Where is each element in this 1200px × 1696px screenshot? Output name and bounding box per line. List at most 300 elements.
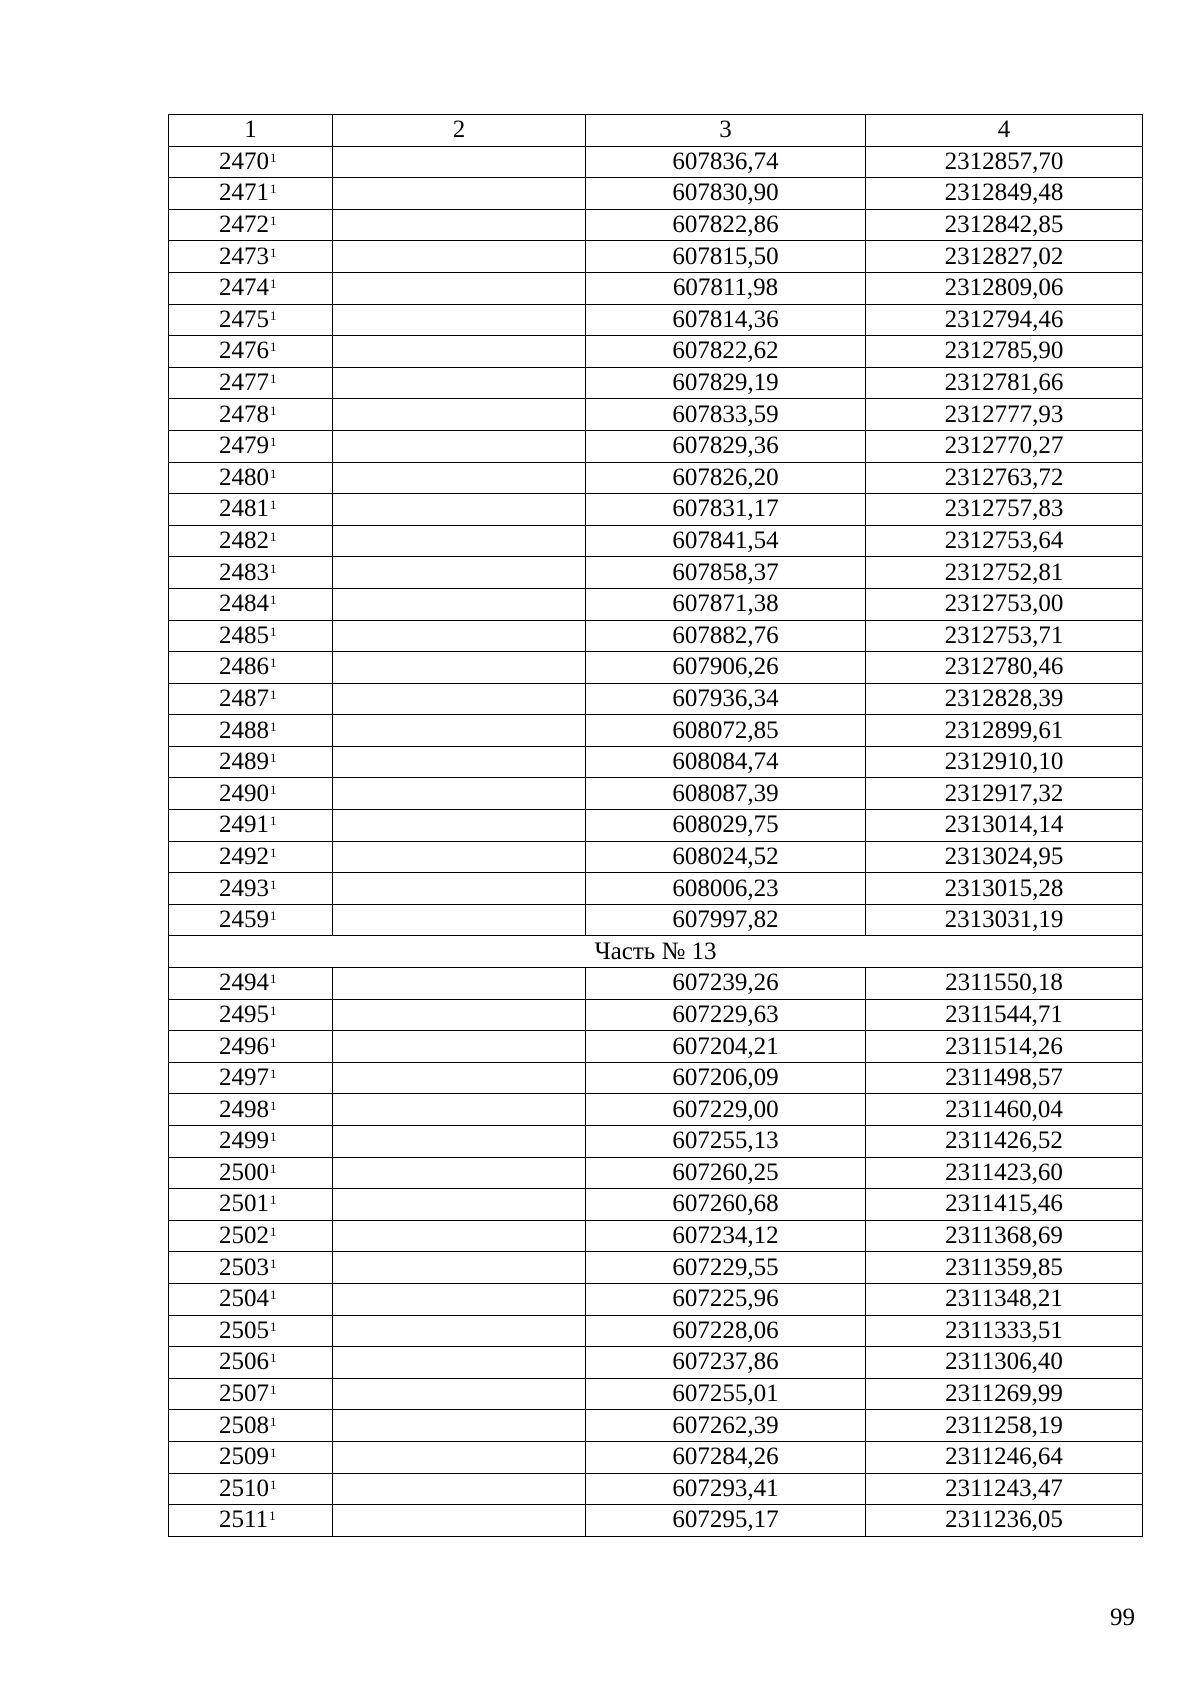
x-coordinate-cell: 607284,26 xyxy=(586,1441,866,1473)
point-number-cell xyxy=(169,873,333,905)
point-number-superscript: 1 xyxy=(270,339,277,355)
y-coordinate-cell: 2311246,64 xyxy=(866,1441,1143,1473)
name-cell xyxy=(333,810,586,842)
table-row xyxy=(169,1220,1143,1252)
point-number-cell xyxy=(169,525,333,557)
y-coordinate-cell: 2311498,57 xyxy=(866,1062,1143,1094)
x-coordinate-cell: 608072,85 xyxy=(586,715,866,747)
x-coordinate-cell: 607234,12 xyxy=(586,1220,866,1252)
point-number-cell xyxy=(169,1031,333,1063)
point-number-superscript: 1 xyxy=(270,908,277,924)
point-number-cell xyxy=(169,746,333,778)
table-row xyxy=(169,272,1143,304)
point-number-superscript: 1 xyxy=(270,402,277,418)
name-cell xyxy=(333,525,586,557)
y-coordinate-cell: 2312753,00 xyxy=(866,588,1143,620)
header-cell-3: 3 xyxy=(586,115,866,147)
x-coordinate-cell: 607260,68 xyxy=(586,1189,866,1221)
point-number-cell xyxy=(169,1283,333,1315)
point-number-cell xyxy=(169,904,333,936)
table-row xyxy=(169,1283,1143,1315)
table-row xyxy=(169,1441,1143,1473)
name-cell xyxy=(333,1252,586,1284)
point-number: 2489 xyxy=(219,748,269,776)
point-number-superscript: 1 xyxy=(270,781,277,797)
x-coordinate-cell: 607871,38 xyxy=(586,588,866,620)
point-number: 2479 xyxy=(219,432,269,460)
point-number-cell xyxy=(169,715,333,747)
table-row xyxy=(169,778,1143,810)
point-number-superscript: 1 xyxy=(270,529,277,545)
point-number-cell xyxy=(169,304,333,336)
name-cell xyxy=(333,1505,586,1537)
name-cell xyxy=(333,588,586,620)
section-title: Часть № 13 xyxy=(169,936,1143,968)
name-cell xyxy=(333,209,586,241)
y-coordinate-cell: 2311544,71 xyxy=(866,999,1143,1031)
x-coordinate-cell: 607826,20 xyxy=(586,462,866,494)
name-cell xyxy=(333,1378,586,1410)
point-number-cell xyxy=(169,1220,333,1252)
y-coordinate-cell: 2313031,19 xyxy=(866,904,1143,936)
table-row xyxy=(169,367,1143,399)
point-number-superscript: 1 xyxy=(270,1287,277,1303)
name-cell xyxy=(333,683,586,715)
name-cell xyxy=(333,272,586,304)
point-number: 2487 xyxy=(219,684,269,712)
point-number-cell xyxy=(169,1378,333,1410)
point-number-cell xyxy=(169,399,333,431)
table-row xyxy=(169,1505,1143,1537)
point-number-superscript: 1 xyxy=(270,813,277,829)
point-number: 2478 xyxy=(219,400,269,428)
table-row xyxy=(169,494,1143,526)
x-coordinate-cell: 607255,13 xyxy=(586,1126,866,1158)
table-row xyxy=(169,683,1143,715)
table-row xyxy=(169,399,1143,431)
point-number: 2497 xyxy=(219,1064,269,1092)
point-number-superscript: 1 xyxy=(270,1224,277,1240)
point-number-cell xyxy=(169,209,333,241)
y-coordinate-cell: 2312857,70 xyxy=(866,146,1143,178)
y-coordinate-cell: 2311550,18 xyxy=(866,968,1143,1000)
point-number-superscript: 1 xyxy=(270,465,277,481)
y-coordinate-cell: 2312753,64 xyxy=(866,525,1143,557)
table-row xyxy=(169,746,1143,778)
x-coordinate-cell: 607815,50 xyxy=(586,241,866,273)
point-number-cell xyxy=(169,336,333,368)
x-coordinate-cell: 607831,17 xyxy=(586,494,866,526)
x-coordinate-cell: 607906,26 xyxy=(586,652,866,684)
table-row xyxy=(169,1252,1143,1284)
point-number-superscript: 1 xyxy=(270,1350,277,1366)
table-row xyxy=(169,1473,1143,1505)
point-number: 2470 xyxy=(219,147,269,175)
table-row xyxy=(169,1189,1143,1221)
y-coordinate-cell: 2311415,46 xyxy=(866,1189,1143,1221)
point-number: 2509 xyxy=(219,1443,269,1471)
name-cell xyxy=(333,1473,586,1505)
point-number: 2488 xyxy=(219,716,269,744)
y-coordinate-cell: 2312777,93 xyxy=(866,399,1143,431)
point-number-cell xyxy=(169,588,333,620)
point-number: 2495 xyxy=(219,1000,269,1028)
table-row xyxy=(169,1347,1143,1379)
name-cell xyxy=(333,336,586,368)
point-number: 2502 xyxy=(219,1222,269,1250)
x-coordinate-cell: 607829,36 xyxy=(586,430,866,462)
table-row xyxy=(169,1378,1143,1410)
table-row xyxy=(169,304,1143,336)
point-number: 2496 xyxy=(219,1032,269,1060)
y-coordinate-cell: 2312917,32 xyxy=(866,778,1143,810)
name-cell xyxy=(333,1062,586,1094)
point-number-superscript: 1 xyxy=(270,1002,277,1018)
table-row xyxy=(169,146,1143,178)
point-number-superscript: 1 xyxy=(269,1508,276,1524)
coordinates-table xyxy=(168,114,1143,1537)
point-number: 2500 xyxy=(219,1158,269,1186)
point-number: 2506 xyxy=(219,1348,269,1376)
header-cell-2: 2 xyxy=(333,115,586,147)
name-cell xyxy=(333,999,586,1031)
point-number-superscript: 1 xyxy=(270,1476,277,1492)
y-coordinate-cell: 2312849,48 xyxy=(866,178,1143,210)
x-coordinate-cell: 607228,06 xyxy=(586,1315,866,1347)
point-number-cell xyxy=(169,810,333,842)
point-number-superscript: 1 xyxy=(270,497,277,513)
table-row xyxy=(169,241,1143,273)
point-number-superscript: 1 xyxy=(270,1445,277,1461)
name-cell xyxy=(333,746,586,778)
y-coordinate-cell: 2312827,02 xyxy=(866,241,1143,273)
point-number-cell xyxy=(169,1505,333,1537)
point-number-cell xyxy=(169,146,333,178)
y-coordinate-cell: 2311333,51 xyxy=(866,1315,1143,1347)
x-coordinate-cell: 607822,86 xyxy=(586,209,866,241)
point-number-cell xyxy=(169,1473,333,1505)
name-cell xyxy=(333,968,586,1000)
point-number-superscript: 1 xyxy=(270,1097,277,1113)
x-coordinate-cell: 608006,23 xyxy=(586,873,866,905)
point-number-superscript: 1 xyxy=(270,623,277,639)
name-cell xyxy=(333,620,586,652)
x-coordinate-cell: 607229,63 xyxy=(586,999,866,1031)
x-coordinate-cell: 607295,17 xyxy=(586,1505,866,1537)
table-row xyxy=(169,999,1143,1031)
point-number-superscript: 1 xyxy=(270,307,277,323)
table-row xyxy=(169,810,1143,842)
point-number-cell xyxy=(169,1315,333,1347)
y-coordinate-cell: 2311269,99 xyxy=(866,1378,1143,1410)
table-row xyxy=(169,1031,1143,1063)
point-number-cell xyxy=(169,968,333,1000)
point-number: 2503 xyxy=(219,1253,269,1281)
point-number: 2477 xyxy=(219,369,269,397)
y-coordinate-cell: 2312757,83 xyxy=(866,494,1143,526)
table-row xyxy=(169,1126,1143,1158)
point-number-cell xyxy=(169,841,333,873)
y-coordinate-cell: 2311359,85 xyxy=(866,1252,1143,1284)
point-number-cell xyxy=(169,430,333,462)
x-coordinate-cell: 607997,82 xyxy=(586,904,866,936)
point-number-superscript: 1 xyxy=(270,1066,277,1082)
y-coordinate-cell: 2312780,46 xyxy=(866,652,1143,684)
table-row xyxy=(169,1410,1143,1442)
point-number-cell xyxy=(169,241,333,273)
point-number: 2483 xyxy=(219,558,269,586)
table-row xyxy=(169,1157,1143,1189)
point-number-superscript: 1 xyxy=(270,1255,277,1271)
table-row xyxy=(169,336,1143,368)
point-number-cell xyxy=(169,1062,333,1094)
point-number: 2505 xyxy=(219,1316,269,1344)
point-number-cell xyxy=(169,178,333,210)
point-number: 2492 xyxy=(219,842,269,870)
name-cell xyxy=(333,462,586,494)
x-coordinate-cell: 607204,21 xyxy=(586,1031,866,1063)
table-row xyxy=(169,715,1143,747)
x-coordinate-cell: 607262,39 xyxy=(586,1410,866,1442)
name-cell xyxy=(333,904,586,936)
point-number-superscript: 1 xyxy=(270,560,277,576)
x-coordinate-cell: 607225,96 xyxy=(586,1283,866,1315)
y-coordinate-cell: 2311236,05 xyxy=(866,1505,1143,1537)
x-coordinate-cell: 607858,37 xyxy=(586,557,866,589)
table-row xyxy=(169,652,1143,684)
table-row xyxy=(169,430,1143,462)
point-number-superscript: 1 xyxy=(270,1192,277,1208)
point-number-superscript: 1 xyxy=(270,434,277,450)
point-number-superscript: 1 xyxy=(270,244,277,260)
name-cell xyxy=(333,1126,586,1158)
point-number-cell xyxy=(169,1252,333,1284)
name-cell xyxy=(333,1157,586,1189)
point-number: 2501 xyxy=(219,1190,269,1218)
point-number-cell xyxy=(169,367,333,399)
name-cell xyxy=(333,1410,586,1442)
name-cell xyxy=(333,652,586,684)
table-row xyxy=(169,178,1143,210)
point-number-cell xyxy=(169,462,333,494)
y-coordinate-cell: 2312753,71 xyxy=(866,620,1143,652)
table-row xyxy=(169,841,1143,873)
name-cell xyxy=(333,1315,586,1347)
table-row xyxy=(169,1062,1143,1094)
y-coordinate-cell: 2311348,21 xyxy=(866,1283,1143,1315)
x-coordinate-cell: 607814,36 xyxy=(586,304,866,336)
point-number-superscript: 1 xyxy=(270,276,277,292)
point-number-cell xyxy=(169,1347,333,1379)
point-number-cell xyxy=(169,557,333,589)
point-number: 2481 xyxy=(219,495,269,523)
name-cell xyxy=(333,367,586,399)
point-number-superscript: 1 xyxy=(270,1160,277,1176)
y-coordinate-cell: 2311258,19 xyxy=(866,1410,1143,1442)
point-number: 2508 xyxy=(219,1411,269,1439)
point-number-cell xyxy=(169,683,333,715)
point-number: 2504 xyxy=(219,1285,269,1313)
point-number-superscript: 1 xyxy=(270,718,277,734)
name-cell xyxy=(333,1347,586,1379)
name-cell xyxy=(333,178,586,210)
point-number-cell xyxy=(169,1157,333,1189)
x-coordinate-cell: 607293,41 xyxy=(586,1473,866,1505)
x-coordinate-cell: 607206,09 xyxy=(586,1062,866,1094)
x-coordinate-cell: 607239,26 xyxy=(586,968,866,1000)
name-cell xyxy=(333,841,586,873)
x-coordinate-cell: 607229,00 xyxy=(586,1094,866,1126)
point-number: 2484 xyxy=(219,590,269,618)
y-coordinate-cell: 2311426,52 xyxy=(866,1126,1143,1158)
x-coordinate-cell: 607841,54 xyxy=(586,525,866,557)
x-coordinate-cell: 607830,90 xyxy=(586,178,866,210)
table-row xyxy=(169,620,1143,652)
page-number: 99 xyxy=(1110,1604,1135,1631)
y-coordinate-cell: 2312842,85 xyxy=(866,209,1143,241)
y-coordinate-cell: 2313024,95 xyxy=(866,841,1143,873)
point-number-superscript: 1 xyxy=(270,371,277,387)
point-number-superscript: 1 xyxy=(270,213,277,229)
x-coordinate-cell: 607260,25 xyxy=(586,1157,866,1189)
point-number: 2474 xyxy=(219,274,269,302)
table-row xyxy=(169,588,1143,620)
name-cell xyxy=(333,1220,586,1252)
table-row xyxy=(169,968,1143,1000)
y-coordinate-cell: 2311514,26 xyxy=(866,1031,1143,1063)
point-number: 2498 xyxy=(219,1095,269,1123)
point-number: 2511 xyxy=(219,1506,269,1534)
point-number: 2494 xyxy=(219,969,269,997)
x-coordinate-cell: 608087,39 xyxy=(586,778,866,810)
x-coordinate-cell: 608029,75 xyxy=(586,810,866,842)
name-cell xyxy=(333,778,586,810)
name-cell xyxy=(333,557,586,589)
y-coordinate-cell: 2312763,72 xyxy=(866,462,1143,494)
point-number: 2507 xyxy=(219,1380,269,1408)
table-row xyxy=(169,873,1143,905)
point-number-superscript: 1 xyxy=(270,844,277,860)
point-number-superscript: 1 xyxy=(270,149,277,165)
point-number-cell xyxy=(169,494,333,526)
coordinates-table-body xyxy=(169,115,1143,1537)
x-coordinate-cell: 607836,74 xyxy=(586,146,866,178)
y-coordinate-cell: 2312899,61 xyxy=(866,715,1143,747)
x-coordinate-cell: 607237,86 xyxy=(586,1347,866,1379)
name-cell xyxy=(333,1189,586,1221)
name-cell xyxy=(333,430,586,462)
point-number-cell xyxy=(169,778,333,810)
header-row xyxy=(169,115,1143,147)
point-number-superscript: 1 xyxy=(270,876,277,892)
name-cell xyxy=(333,1094,586,1126)
y-coordinate-cell: 2313015,28 xyxy=(866,873,1143,905)
y-coordinate-cell: 2312910,10 xyxy=(866,746,1143,778)
table-row xyxy=(169,904,1143,936)
point-number-superscript: 1 xyxy=(270,181,277,197)
table-row xyxy=(169,525,1143,557)
point-number: 2493 xyxy=(219,874,269,902)
y-coordinate-cell: 2312794,46 xyxy=(866,304,1143,336)
y-coordinate-cell: 2312809,06 xyxy=(866,272,1143,304)
point-number-cell xyxy=(169,1441,333,1473)
y-coordinate-cell: 2312781,66 xyxy=(866,367,1143,399)
point-number: 2473 xyxy=(219,242,269,270)
x-coordinate-cell: 608084,74 xyxy=(586,746,866,778)
point-number-cell xyxy=(169,999,333,1031)
point-number-superscript: 1 xyxy=(270,1129,277,1145)
name-cell xyxy=(333,1283,586,1315)
point-number-superscript: 1 xyxy=(270,1413,277,1429)
header-cell-1: 1 xyxy=(169,115,333,147)
point-number: 2490 xyxy=(219,779,269,807)
x-coordinate-cell: 607229,55 xyxy=(586,1252,866,1284)
point-number-cell xyxy=(169,1094,333,1126)
name-cell xyxy=(333,399,586,431)
name-cell xyxy=(333,873,586,905)
point-number-superscript: 1 xyxy=(270,655,277,671)
y-coordinate-cell: 2312770,27 xyxy=(866,430,1143,462)
table-row xyxy=(169,209,1143,241)
header-cell-4: 4 xyxy=(866,115,1143,147)
point-number-superscript: 1 xyxy=(270,1034,277,1050)
table-row xyxy=(169,557,1143,589)
point-number: 2459 xyxy=(219,906,269,934)
x-coordinate-cell: 607255,01 xyxy=(586,1378,866,1410)
x-coordinate-cell: 607833,59 xyxy=(586,399,866,431)
x-coordinate-cell: 607829,19 xyxy=(586,367,866,399)
table-row xyxy=(169,1315,1143,1347)
point-number-cell xyxy=(169,652,333,684)
point-number: 2471 xyxy=(219,179,269,207)
point-number-cell xyxy=(169,1126,333,1158)
point-number: 2491 xyxy=(219,811,269,839)
point-number-cell xyxy=(169,620,333,652)
y-coordinate-cell: 2311423,60 xyxy=(866,1157,1143,1189)
section-row xyxy=(169,936,1143,968)
name-cell xyxy=(333,1031,586,1063)
point-number: 2486 xyxy=(219,653,269,681)
y-coordinate-cell: 2313014,14 xyxy=(866,810,1143,842)
point-number: 2475 xyxy=(219,305,269,333)
point-number: 2499 xyxy=(219,1127,269,1155)
point-number-superscript: 1 xyxy=(270,1382,277,1398)
name-cell xyxy=(333,1441,586,1473)
x-coordinate-cell: 607822,62 xyxy=(586,336,866,368)
point-number: 2472 xyxy=(219,211,269,239)
point-number-superscript: 1 xyxy=(270,971,277,987)
name-cell xyxy=(333,715,586,747)
y-coordinate-cell: 2311306,40 xyxy=(866,1347,1143,1379)
y-coordinate-cell: 2311368,69 xyxy=(866,1220,1143,1252)
x-coordinate-cell: 607936,34 xyxy=(586,683,866,715)
name-cell xyxy=(333,241,586,273)
name-cell xyxy=(333,304,586,336)
y-coordinate-cell: 2312828,39 xyxy=(866,683,1143,715)
point-number-cell xyxy=(169,1410,333,1442)
point-number-cell xyxy=(169,272,333,304)
point-number: 2480 xyxy=(219,463,269,491)
point-number: 2476 xyxy=(219,337,269,365)
x-coordinate-cell: 607882,76 xyxy=(586,620,866,652)
name-cell xyxy=(333,494,586,526)
table-row xyxy=(169,1094,1143,1126)
point-number-cell xyxy=(169,1189,333,1221)
table-row xyxy=(169,462,1143,494)
point-number-superscript: 1 xyxy=(270,1318,277,1334)
point-number-superscript: 1 xyxy=(270,592,277,608)
y-coordinate-cell: 2312785,90 xyxy=(866,336,1143,368)
